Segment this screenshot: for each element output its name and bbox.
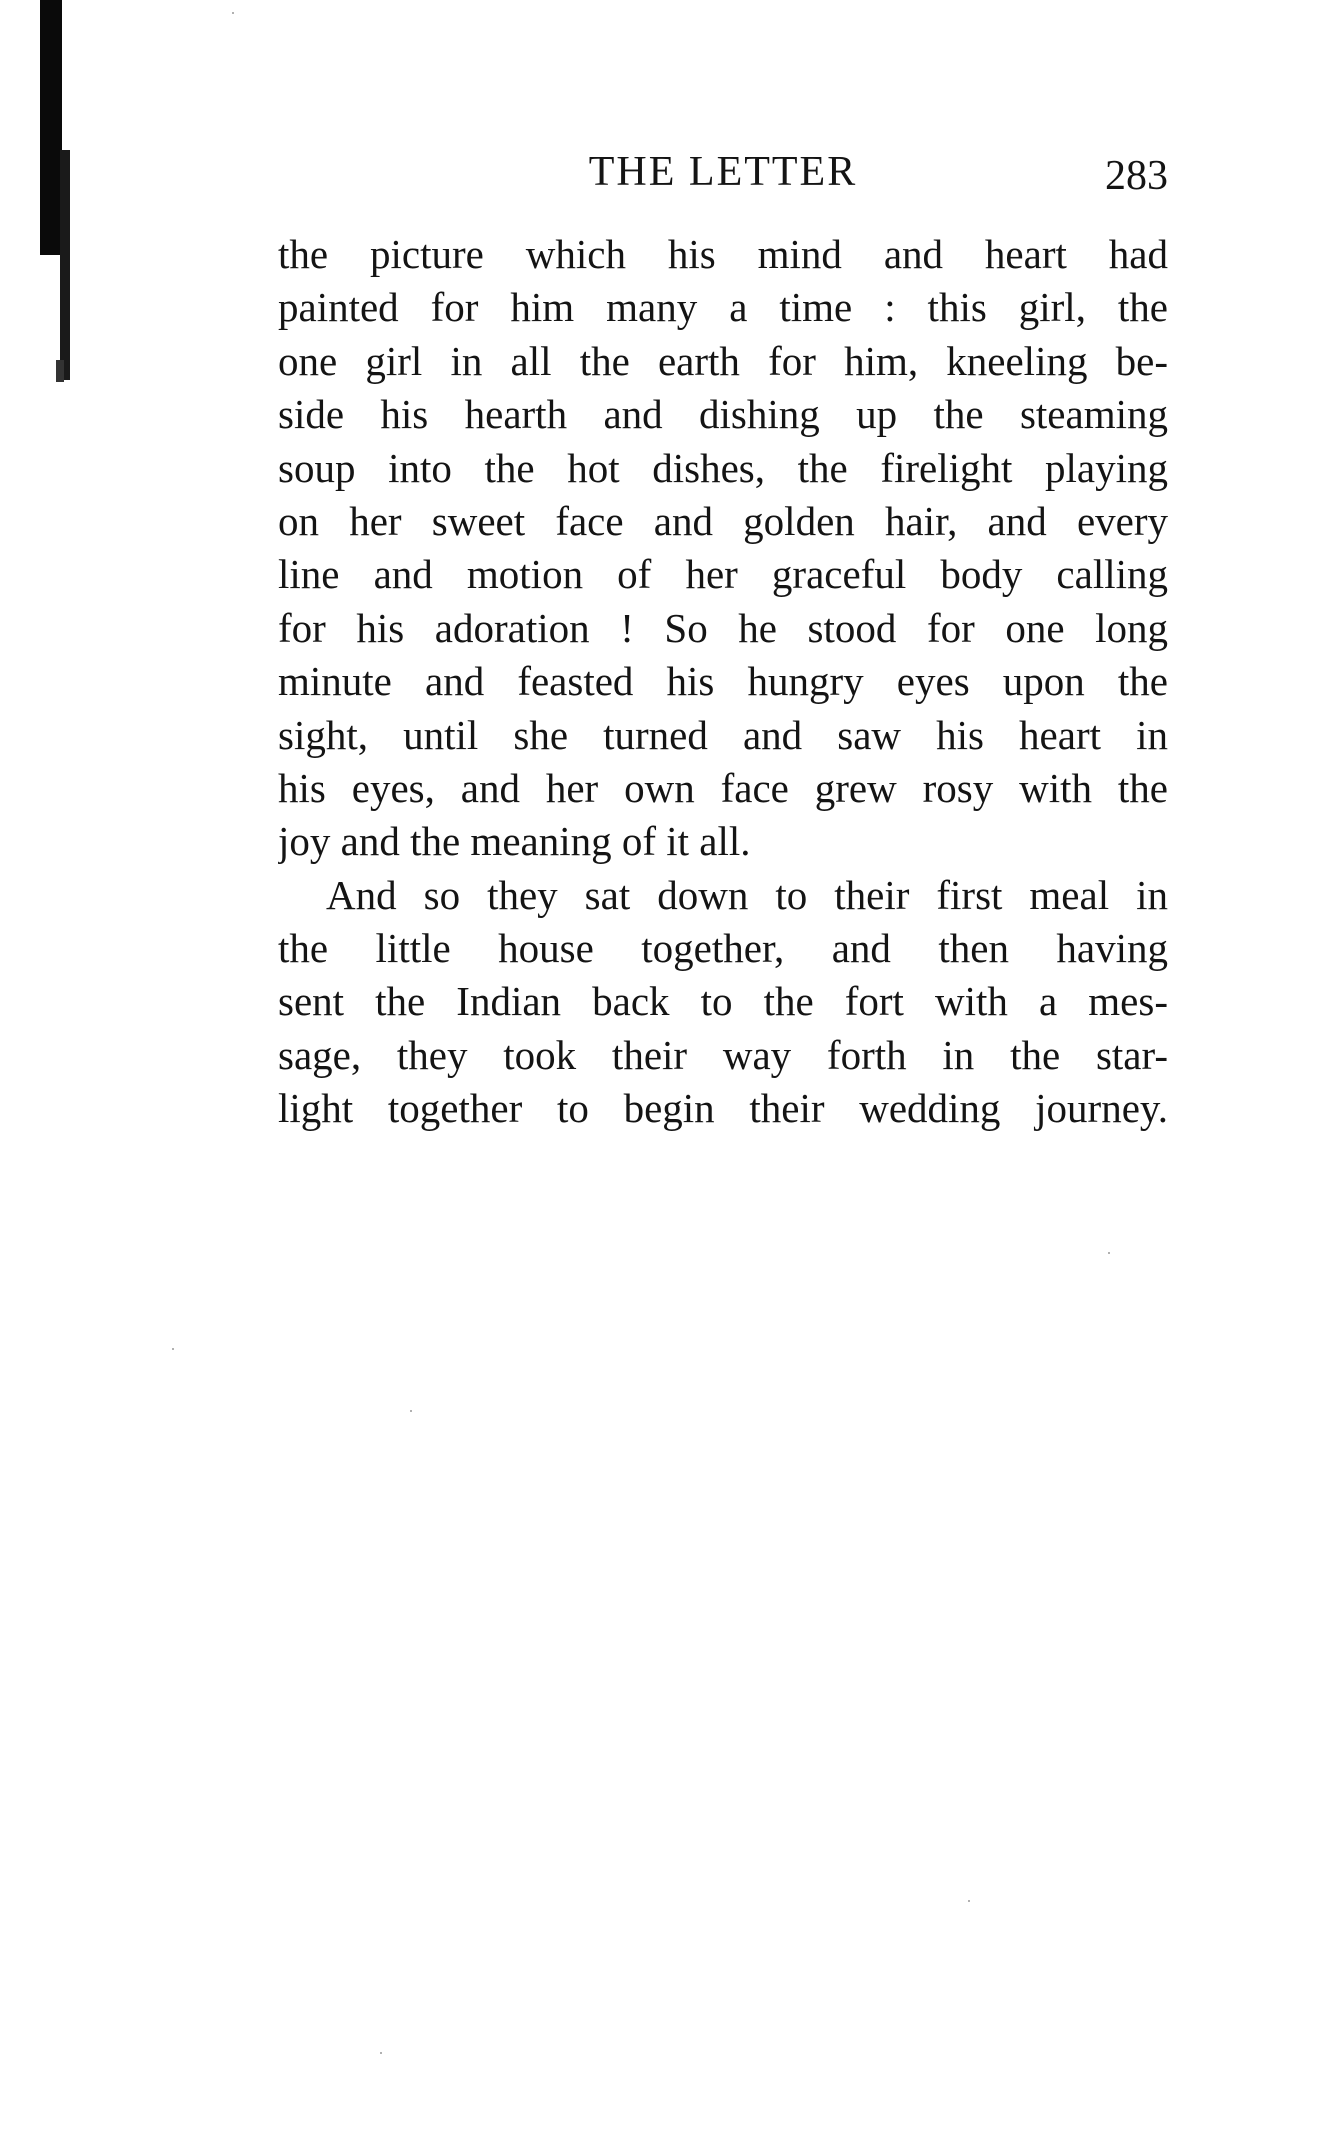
text-line: sight, until she turned and saw his heart in [278, 711, 1168, 758]
scan-speck [410, 1410, 412, 1412]
text-line: painted for him many a time : this girl, the [278, 284, 1168, 331]
text-line: line and motion of her graceful body calling [278, 551, 1168, 598]
text-line: soup into the hot dishes, the firelight playing [278, 444, 1168, 491]
text-line: the picture which his mind and heart had [278, 231, 1168, 277]
text-line: minute and feasted his hungry eyes upon the [278, 658, 1168, 705]
scan-edge-artifact [56, 360, 64, 382]
text-line: one girl in all the earth for him, kneeling be- [278, 337, 1168, 384]
text-line: sage, they took their way forth in the star- [278, 1031, 1168, 1078]
text-line: the little house together, and then having [278, 925, 1168, 972]
text-line: sent the Indian back to the fort with a mes- [278, 978, 1168, 1025]
scan-speck [172, 1348, 174, 1350]
scan-speck [380, 2052, 382, 2054]
text-line: side his hearth and dishing up the steaming [278, 391, 1168, 438]
body-text [278, 228, 1168, 1136]
scan-speck [232, 12, 234, 14]
page-number: 283 [1105, 153, 1168, 199]
text-line: for his adoration ! So he stood for one long [278, 604, 1168, 651]
scan-speck [968, 1900, 970, 1902]
scan-speck [1108, 1252, 1110, 1254]
scan-edge-artifact [40, 0, 62, 255]
text-line: joy and the meaning of it all. [278, 818, 751, 865]
scan-edge-artifact [60, 150, 70, 380]
running-title: THE LETTER [588, 149, 858, 195]
text-line: And so they sat down to their first meal in [326, 871, 1168, 918]
text-line: light together to begin their wedding journey. [278, 1085, 1168, 1132]
text-line: his eyes, and her own face grew rosy with the [278, 764, 1168, 811]
text-line: on her sweet face and golden hair, and every [278, 497, 1168, 544]
page-header [278, 148, 1168, 204]
